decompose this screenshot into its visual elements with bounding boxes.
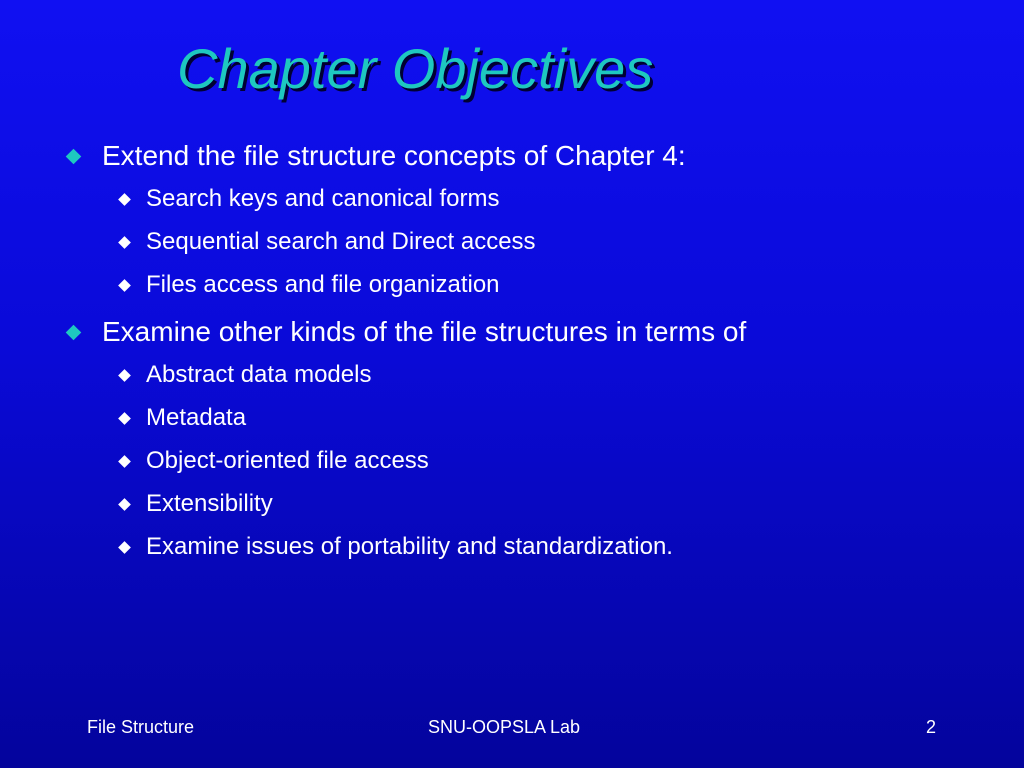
bullet-text: Sequential search and Direct access xyxy=(146,228,536,255)
footer-page-number: 2 xyxy=(926,717,937,737)
diamond-bullet-icon xyxy=(118,193,131,206)
sub-bullet-item xyxy=(146,449,429,473)
sub-bullet-item xyxy=(146,535,673,559)
slide-title: Chapter Objectives xyxy=(177,37,654,100)
sub-bullet-item xyxy=(146,187,500,211)
sub-bullet-item xyxy=(146,406,246,430)
diamond-bullet-icon xyxy=(66,325,82,341)
footer-lab-name: SNU-OOPSLA Lab xyxy=(428,717,581,737)
sub-bullet-item xyxy=(146,492,273,516)
bullet-text: Examine issues of portability and standardization. xyxy=(146,533,673,560)
footer-course-title: File Structure xyxy=(87,717,195,737)
bullet-text: Extensibility xyxy=(146,490,273,517)
diamond-bullet-icon xyxy=(118,498,131,511)
bullet-item xyxy=(102,142,686,170)
sub-bullet-item xyxy=(146,363,371,387)
bullet-text: Examine other kinds of the file structures in terms of xyxy=(102,316,747,347)
bullet-text: Search keys and canonical forms xyxy=(146,185,500,212)
diamond-bullet-icon xyxy=(66,149,82,165)
bullet-text: Files access and file organization xyxy=(146,271,500,298)
bullet-text: Metadata xyxy=(146,404,247,431)
bullet-text: Abstract data models xyxy=(146,361,372,388)
diamond-bullet-icon xyxy=(118,279,131,292)
diamond-bullet-icon xyxy=(118,236,131,249)
sub-bullet-item xyxy=(146,273,500,297)
diamond-bullet-icon xyxy=(118,455,131,468)
diamond-bullet-icon xyxy=(118,412,131,425)
diamond-bullet-icon xyxy=(118,369,131,382)
bullet-item xyxy=(102,318,746,346)
diamond-bullet-icon xyxy=(118,541,131,554)
sub-bullet-item xyxy=(146,230,536,254)
bullet-text: Extend the file structure concepts of Chapter 4: xyxy=(102,140,686,171)
bullet-text: Object-oriented file access xyxy=(146,447,429,474)
